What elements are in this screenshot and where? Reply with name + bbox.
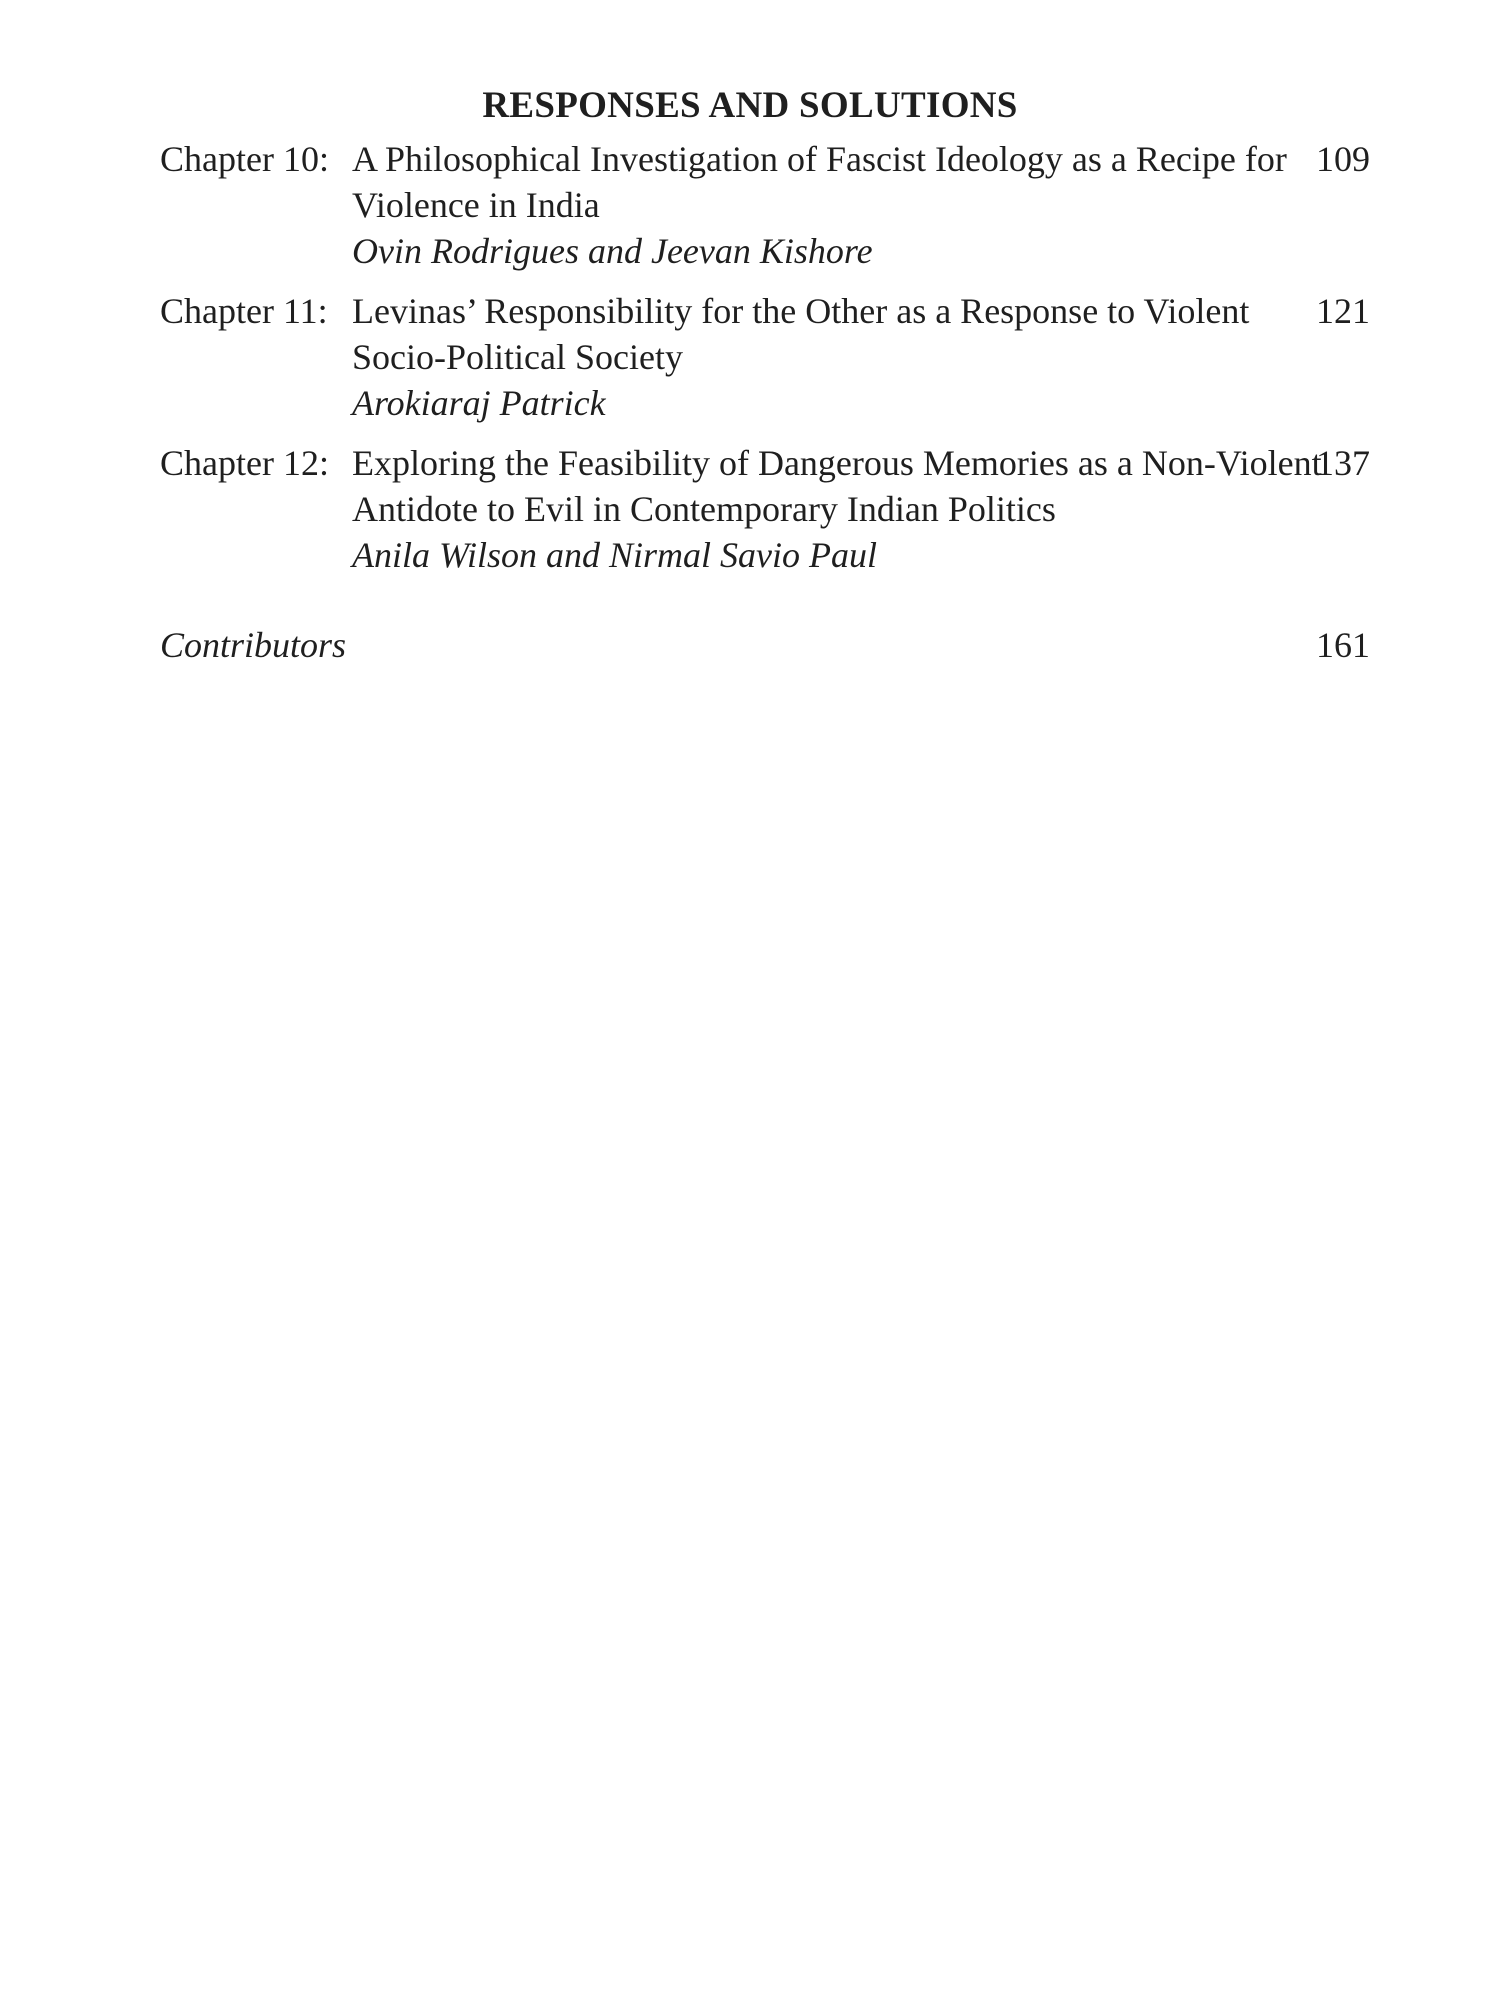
contributors-page-number: 161 bbox=[1316, 625, 1370, 665]
chapter-label: Chapter 10: bbox=[160, 139, 329, 179]
toc-entry-chapter-12[interactable] bbox=[160, 440, 1370, 578]
section-heading: RESPONSES AND SOLUTIONS bbox=[482, 85, 1018, 126]
chapter-page-number: 121 bbox=[1316, 291, 1370, 331]
chapter-label: Chapter 12: bbox=[160, 443, 329, 483]
chapter-body bbox=[352, 288, 1370, 426]
toc-entry-chapter-11[interactable] bbox=[160, 288, 1370, 426]
chapter-page-number: 109 bbox=[1316, 139, 1370, 179]
contributors-label: Contributors bbox=[160, 625, 347, 665]
chapter-authors: Arokiaraj Patrick bbox=[352, 383, 606, 423]
chapter-body bbox=[352, 440, 1370, 578]
chapter-body bbox=[352, 136, 1370, 274]
chapter-authors: Ovin Rodrigues and Jeevan Kishore bbox=[352, 231, 873, 271]
chapter-title: Exploring the Feasibility of Dangerous Memories as a Non-Violent Antidote to Evil in Contemporary Indian Politics bbox=[352, 443, 1322, 529]
toc-entry-contributors[interactable] bbox=[160, 622, 1370, 668]
chapter-title: A Philosophical Investigation of Fascist Ideology as a Recipe for Violence in India bbox=[352, 139, 1287, 225]
chapter-page-number: 137 bbox=[1316, 443, 1370, 483]
chapter-label: Chapter 11: bbox=[160, 291, 328, 331]
chapter-authors: Anila Wilson and Nirmal Savio Paul bbox=[352, 535, 878, 575]
chapter-title: Levinas’ Responsibility for the Other as a Response to Violent Socio-Political Society bbox=[352, 291, 1250, 377]
table-of-contents bbox=[160, 136, 1370, 592]
toc-entry-chapter-10[interactable] bbox=[160, 136, 1370, 274]
